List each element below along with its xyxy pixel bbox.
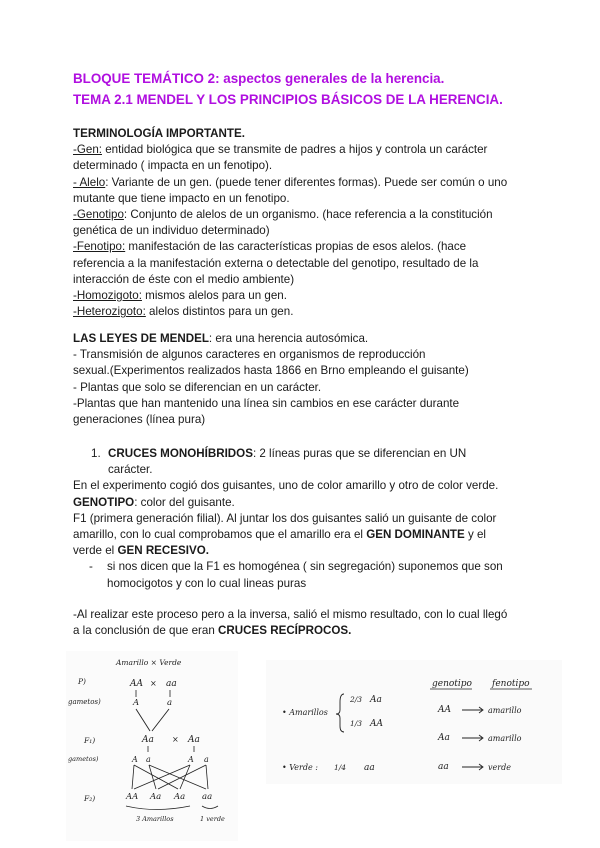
verde-geno: aa: [364, 763, 375, 773]
cross-line: [152, 709, 169, 731]
p-cross: ×: [150, 679, 157, 688]
frac-2-3-geno: Aa: [370, 695, 382, 705]
genotype-phenotype-figure: [266, 660, 562, 784]
term-heterozigoto: -Heterozigoto: alelos distintos para un gen.: [73, 305, 294, 319]
terminology-section: [73, 126, 533, 320]
frac-2-3: 2/3: [350, 695, 363, 704]
laws-section: [73, 331, 533, 428]
gametes2-label: gametos): [68, 755, 99, 763]
genotipo-definition: GENOTIPO: color del guisante.: [73, 495, 235, 509]
f2-genotype: aa: [202, 792, 213, 802]
f2-genotype: Aa: [150, 792, 162, 802]
gamete2: A: [132, 755, 138, 764]
cross-diagram-svg: [66, 651, 238, 841]
reciprocal-section: [73, 607, 533, 639]
frac-1-3-geno: AA: [370, 719, 383, 729]
term-genotipo-cont: genética de un individuo determinado): [73, 224, 270, 238]
term-gen-cont: determinado ( impacta en un fenotipo).: [73, 159, 273, 173]
term-alelo: - Alelo: Variante de un gen. (puede tener diferentes formas). Puede ser común o uno: [73, 175, 508, 189]
bullet-item: - si nos dicen que la F1 es homogénea ( sin segregación) suponemos que son: [89, 560, 503, 574]
gametes-label: gametos): [68, 698, 101, 706]
f1-text-cont: amarillo, con lo cual comprobamos que el amarillo era el GEN DOMINANTE y el: [73, 528, 487, 542]
laws-line: - Transmisión de algunos caracteres en organismos de reproducción: [73, 348, 426, 362]
laws-line: generaciones (línea pura): [73, 413, 206, 427]
frac-1-3: 1/3: [350, 719, 363, 728]
row-feno: amarillo: [488, 706, 522, 715]
f2-label: F₂): [84, 794, 96, 803]
term-gen: -Gen: entidad biológica que se transmite de padres a hijos y controla un carácter: [73, 143, 488, 157]
reciprocal-text-cont: a la conclusión de que eran CRUCES RECÍPROCOS.: [73, 624, 352, 638]
topic-title: TEMA 2.1 MENDEL Y LOS PRINCIPIOS BÁSICOS DE LA HERENCIA.: [73, 92, 503, 107]
verde-count: 1 verde: [200, 815, 225, 823]
amarillos-brace: [126, 806, 190, 810]
cross-top-label: Amarillo × Verde: [116, 658, 182, 667]
row-feno: amarillo: [488, 734, 522, 743]
f1-text: F1 (primera generación filial). Al juntar los dos guisantes salió un guisante de color: [73, 511, 497, 525]
gamete-left: A: [133, 698, 140, 708]
f1-label: F₁): [84, 736, 96, 745]
amarillos-label: • Amarillos: [282, 708, 328, 717]
f1-right: Aa: [188, 735, 200, 745]
laws-line: sexual.(Experimentos realizados hasta 1866 en Brno empleando el guisante): [73, 364, 469, 378]
cross-line: [136, 709, 150, 731]
reciprocal-text: -Al realizar este proceso pero a la inversa, salió el mismo resultado, con lo cual llegó: [73, 608, 508, 621]
term-homozigoto: -Homozigoto: mismos alelos para un gen.: [73, 289, 287, 303]
term-alelo-cont: mutante que tiene impacto en un fenotipo.: [73, 191, 290, 205]
amarillos-brace: [336, 694, 344, 732]
experiment-text: En el experimento cogió dos guisantes, uno de color amarillo y otro de color verde.: [73, 479, 499, 493]
monohybrid-section: [73, 446, 533, 592]
laws-heading: LAS LEYES DE MENDEL: era una herencia autosómica.: [73, 332, 369, 345]
row-geno: Aa: [438, 733, 450, 743]
monohybrid-heading: 1. CRUCES MONOHÍBRIDOS: 2 líneas puras que se diferencian en UN: [91, 447, 467, 460]
genotype-phenotype-svg: [266, 660, 562, 784]
monohybrid-heading-cont: carácter.: [108, 463, 153, 477]
f1-left: Aa: [142, 735, 154, 745]
bullet-item-cont: homocigotos y con lo cual lineas puras: [107, 576, 307, 590]
verde-label: • Verde :: [282, 763, 318, 772]
col-genotipo: genotipo: [432, 679, 472, 689]
terminology-heading: TERMINOLOGÍA IMPORTANTE.: [73, 127, 245, 140]
block-title: BLOQUE TEMÁTICO 2: aspectos generales de la herencia.: [73, 71, 445, 86]
f1-cross: ×: [172, 735, 179, 744]
p-label: P): [78, 677, 86, 686]
term-genotipo: -Genotipo: Conjunto de alelos de un organismo. (hace referencia a la constitución: [73, 208, 493, 222]
verde-brace: [202, 806, 218, 809]
f2-genotype: AA: [126, 792, 139, 802]
row-feno: verde: [488, 763, 511, 772]
row-geno: aa: [438, 762, 449, 772]
amarillos-count: 3 Amarillos: [136, 815, 174, 823]
term-fenotipo-cont: referencia a la manifestación externa o detectable del genotipo, resultado de la: [73, 256, 479, 270]
verde-frac: 1/4: [334, 763, 347, 772]
cross-diagram-figure: [66, 651, 238, 841]
laws-line: - Plantas que solo se diferencian en un carácter.: [73, 380, 322, 394]
p-right: aa: [166, 679, 177, 689]
gamete2: a: [204, 755, 209, 764]
gamete-right: a: [167, 698, 173, 708]
p-left: AA: [130, 679, 143, 689]
row-geno: AA: [438, 705, 451, 715]
gamete2: a: [146, 755, 151, 764]
f2-genotype: Aa: [174, 792, 186, 802]
term-fenotipo-cont2: interacción de éste con el medio ambiente): [73, 272, 295, 286]
punnett-lines: [132, 765, 208, 789]
col-fenotipo: fenotipo: [492, 679, 530, 689]
gamete2: A: [188, 755, 194, 764]
term-fenotipo: -Fenotipo: manifestación de las características propias de esos alelos. (hace: [73, 240, 467, 254]
f1-text-cont2: verde el GEN RECESIVO.: [73, 544, 209, 558]
laws-line: -Plantas que han mantenido una línea sin cambios en ese carácter durante: [73, 396, 460, 410]
